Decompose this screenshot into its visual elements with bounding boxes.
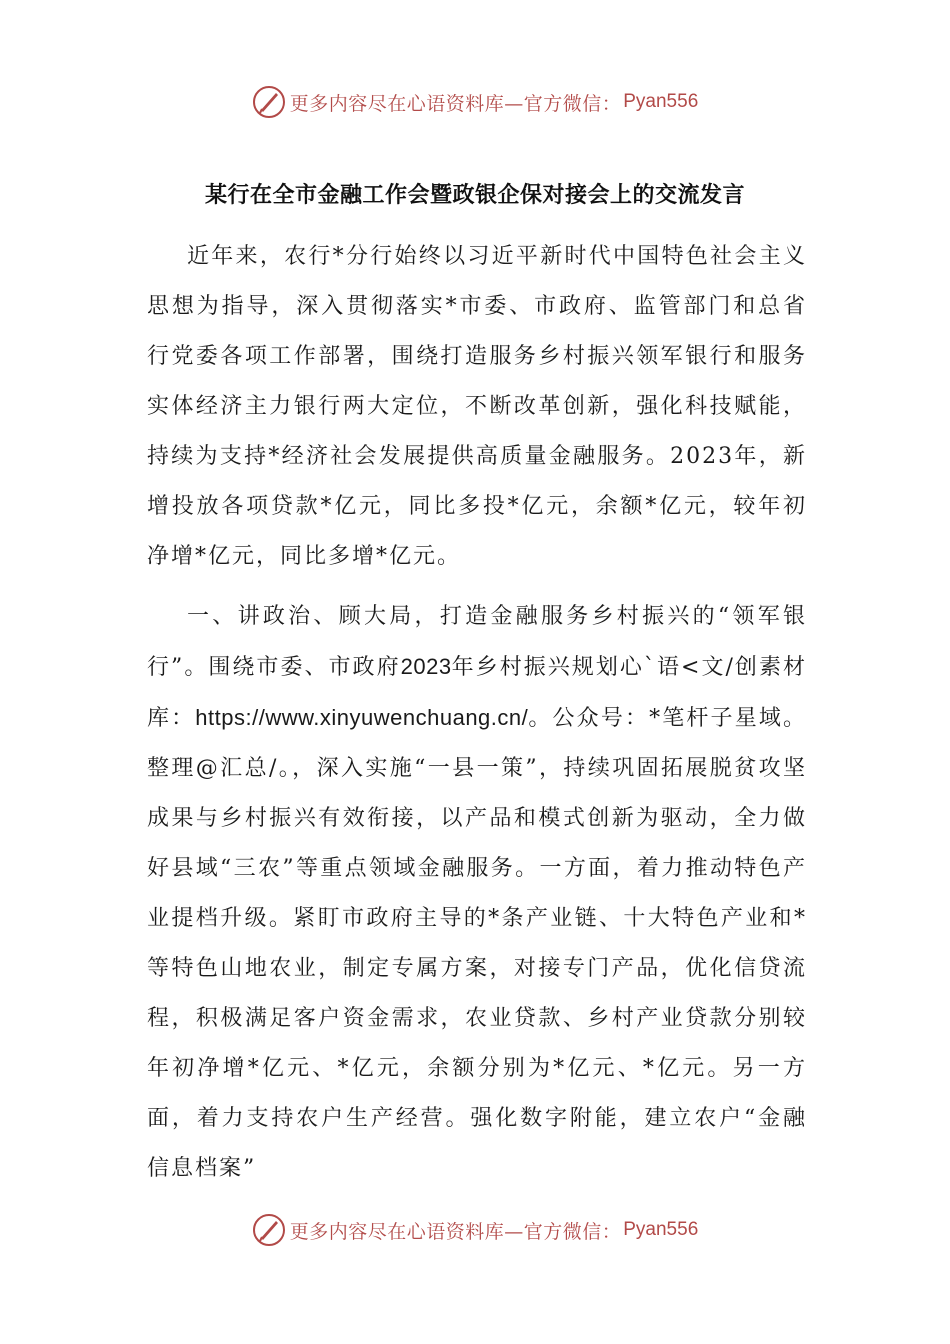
section-one-text-b: 年乡村振兴规划心`语<文/创素材库： — [147, 655, 807, 731]
quill-pen-logo-icon — [252, 85, 286, 119]
section-one-text-c: 。公众号：*笔杆子星域。整理@汇总/。，深入实施“一县一策”，持续巩固拓展脱贫攻坚成果与乡村振兴有效衔接，以产品和模式创新为驱动，全力做好县域“三农”等重点领域金融服务。一方面，着力推动特色产业提档升级。紧盯市政府主导的*条产业链、十大特色产业和*等特色山地农业，制定专属方案，对接专门产品，优化信贷流程，积极满足客户资金需求，农业贷款、乡村产业贷款分别较年初净增*亿元、*亿元，余额分别为*亿元、*亿元。另一方面，着力支持农户生产经营。强化数字附能，建立农户“金融信息档案” — [147, 706, 807, 1181]
section-one-text-a: 一、讲政治、顾大局，打造金融服务乡村振兴的“领军银行”。围绕市委、市政府 — [147, 604, 807, 680]
banner-wechat-id: Pyan556 — [623, 1219, 699, 1240]
section-one-year: 2023 — [400, 654, 452, 679]
banner-text: 更多内容尽在心语资料库—官方微信： — [289, 92, 622, 115]
paragraph-intro: 近年来，农行*分行始终以习近平新时代中国特色社会主义思想为指导，深入贯彻落实*市委、市政府、监管部门和总省行党委各项工作部署，围绕打造服务乡村振兴领军银行和服务实体经济主力银行两大定位，不断改革创新，强化科技赋能，持续为支持*经济社会发展提供高质量金融服务。2023年，新增投放各项贷款*亿元，同比多投*亿元，余额*亿元，较年初净增*亿元，同比多增*亿元。 — [147, 244, 807, 569]
header-watermark-banner — [0, 82, 950, 122]
footer-watermark-banner — [0, 1210, 950, 1250]
quill-pen-logo-icon — [252, 1213, 286, 1247]
banner-text: 更多内容尽在心语资料库—官方微信： — [289, 1220, 622, 1243]
paragraph-section-one — [147, 592, 807, 1194]
document-title: 某行在全市金融工作会暨政银企保对接会上的交流发言 — [204, 183, 745, 208]
banner-wechat-id: Pyan556 — [623, 91, 699, 112]
section-one-url: https://www.xinyuwenchuang.cn/ — [195, 705, 529, 730]
